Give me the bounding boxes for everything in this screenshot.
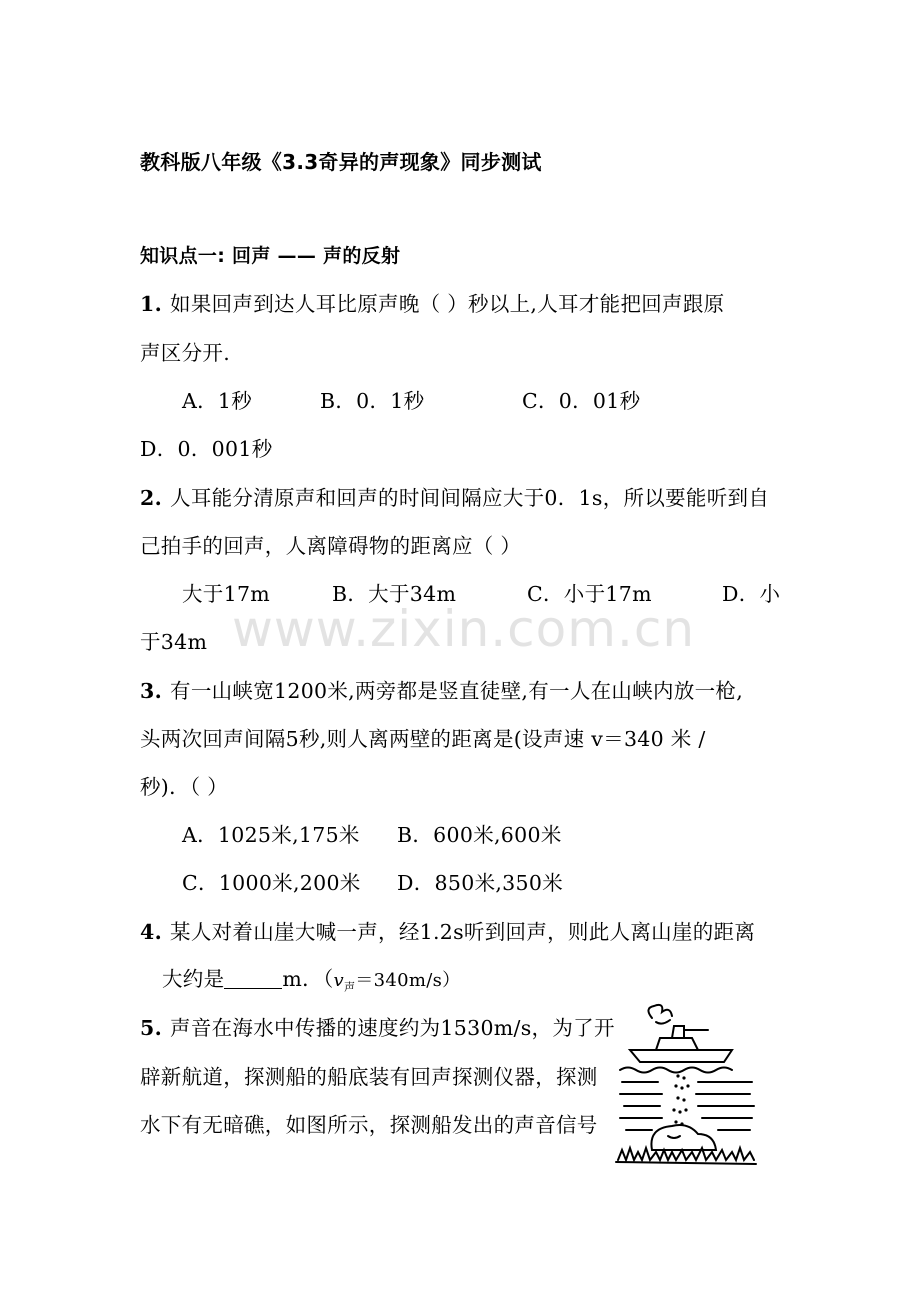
question-4-line-2 <box>162 964 460 1003</box>
question-3-options-row-2 <box>182 868 563 898</box>
question-3-text-1: 有一山峡宽1200米,两旁都是竖直徒壁,有一人在山峡内放一枪, <box>170 679 744 703</box>
question-2-line-1 <box>140 483 769 513</box>
ship-hull-icon <box>630 1050 732 1062</box>
option-b: B．600米,600米 <box>397 823 562 847</box>
question-3-line-1 <box>140 676 743 706</box>
question-5-text-3: 水下有无暗礁，如图所示，探测船发出的声音信号 <box>140 1113 598 1137</box>
question-5-line-1 <box>140 1013 615 1043</box>
sonar-signal-icon <box>672 1074 689 1125</box>
question-number: 5. <box>140 1016 163 1040</box>
question-1-options <box>182 386 640 416</box>
option-b: B．大于34m <box>332 582 457 606</box>
question-number: 4. <box>140 920 163 944</box>
option-c: C．1000米,200米 <box>182 871 361 895</box>
question-5-text-2: 辟新航道，探测船的船底装有回声探测仪器，探测 <box>140 1065 598 1089</box>
section-heading: 知识点一: 回声 —— 声的反射 <box>140 245 401 267</box>
option-c: C．0．01秒 <box>522 389 641 413</box>
speed-formula <box>333 970 461 994</box>
question-4-text-1: 某人对着山崖大喊一声，经1.2s听到回声，则此人离山崖的距离 <box>170 920 756 944</box>
reef-icon <box>651 1125 716 1150</box>
option-d: D．850米,350米 <box>397 871 564 895</box>
question-3-options-row-1 <box>182 820 562 850</box>
question-3-text-3: 秒)．（ ） <box>140 775 229 799</box>
answer-blank <box>224 968 282 989</box>
option-c: C．小于17m <box>527 582 652 606</box>
smoke-icon <box>648 1005 672 1018</box>
option-d: D．0．001秒 <box>140 437 273 461</box>
question-4-text-2: 大约是 <box>162 967 225 991</box>
ship-sonar-figure <box>612 1000 762 1170</box>
option-d-continued: 于34m <box>140 630 208 654</box>
question-number: 2. <box>140 486 163 510</box>
question-5-text-1: 声音在海水中传播的速度约为1530m/s，为了开 <box>170 1016 615 1040</box>
unit-text: m．（ <box>282 967 334 991</box>
question-2-text-2: 己拍手的回声，人离障碍物的距离应（ ） <box>140 534 522 558</box>
formula-subscript: 声 <box>343 980 356 994</box>
option-b: B．0．1秒 <box>320 389 425 413</box>
option-a: A．1025米,175米 <box>182 823 360 847</box>
question-number: 3. <box>140 679 163 703</box>
question-1-text-2: 声区分开. <box>140 341 231 365</box>
page-title: 教科版八年级《3.3奇异的声现象》同步测试 <box>140 150 542 174</box>
formula-value: ＝340m/s） <box>355 970 461 991</box>
question-4-line-1 <box>140 917 755 947</box>
option-a: A．1秒 <box>182 389 253 413</box>
watermark: www.zixin.com.cn <box>232 600 696 658</box>
ship-cabin-icon <box>656 1038 698 1050</box>
question-1-line-1 <box>140 289 724 319</box>
question-number: 1. <box>140 292 163 316</box>
question-1-text-1: 如果回声到达人耳比原声晚（ ）秒以上,人耳才能把回声跟原 <box>170 292 725 316</box>
option-a: 大于17m <box>182 582 271 606</box>
option-d: D．小 <box>722 582 781 606</box>
question-2-text-1: 人耳能分清原声和回声的时间间隔应大于0．1s，所以要能听到自 <box>170 486 770 510</box>
question-2-options <box>182 579 780 609</box>
question-3-text-2: 头两次回声间隔5秒,则人离两壁的距离是(设声速 v＝340 米 / <box>140 727 706 751</box>
wave-icon <box>620 1068 732 1073</box>
formula-variable: v <box>333 970 344 991</box>
